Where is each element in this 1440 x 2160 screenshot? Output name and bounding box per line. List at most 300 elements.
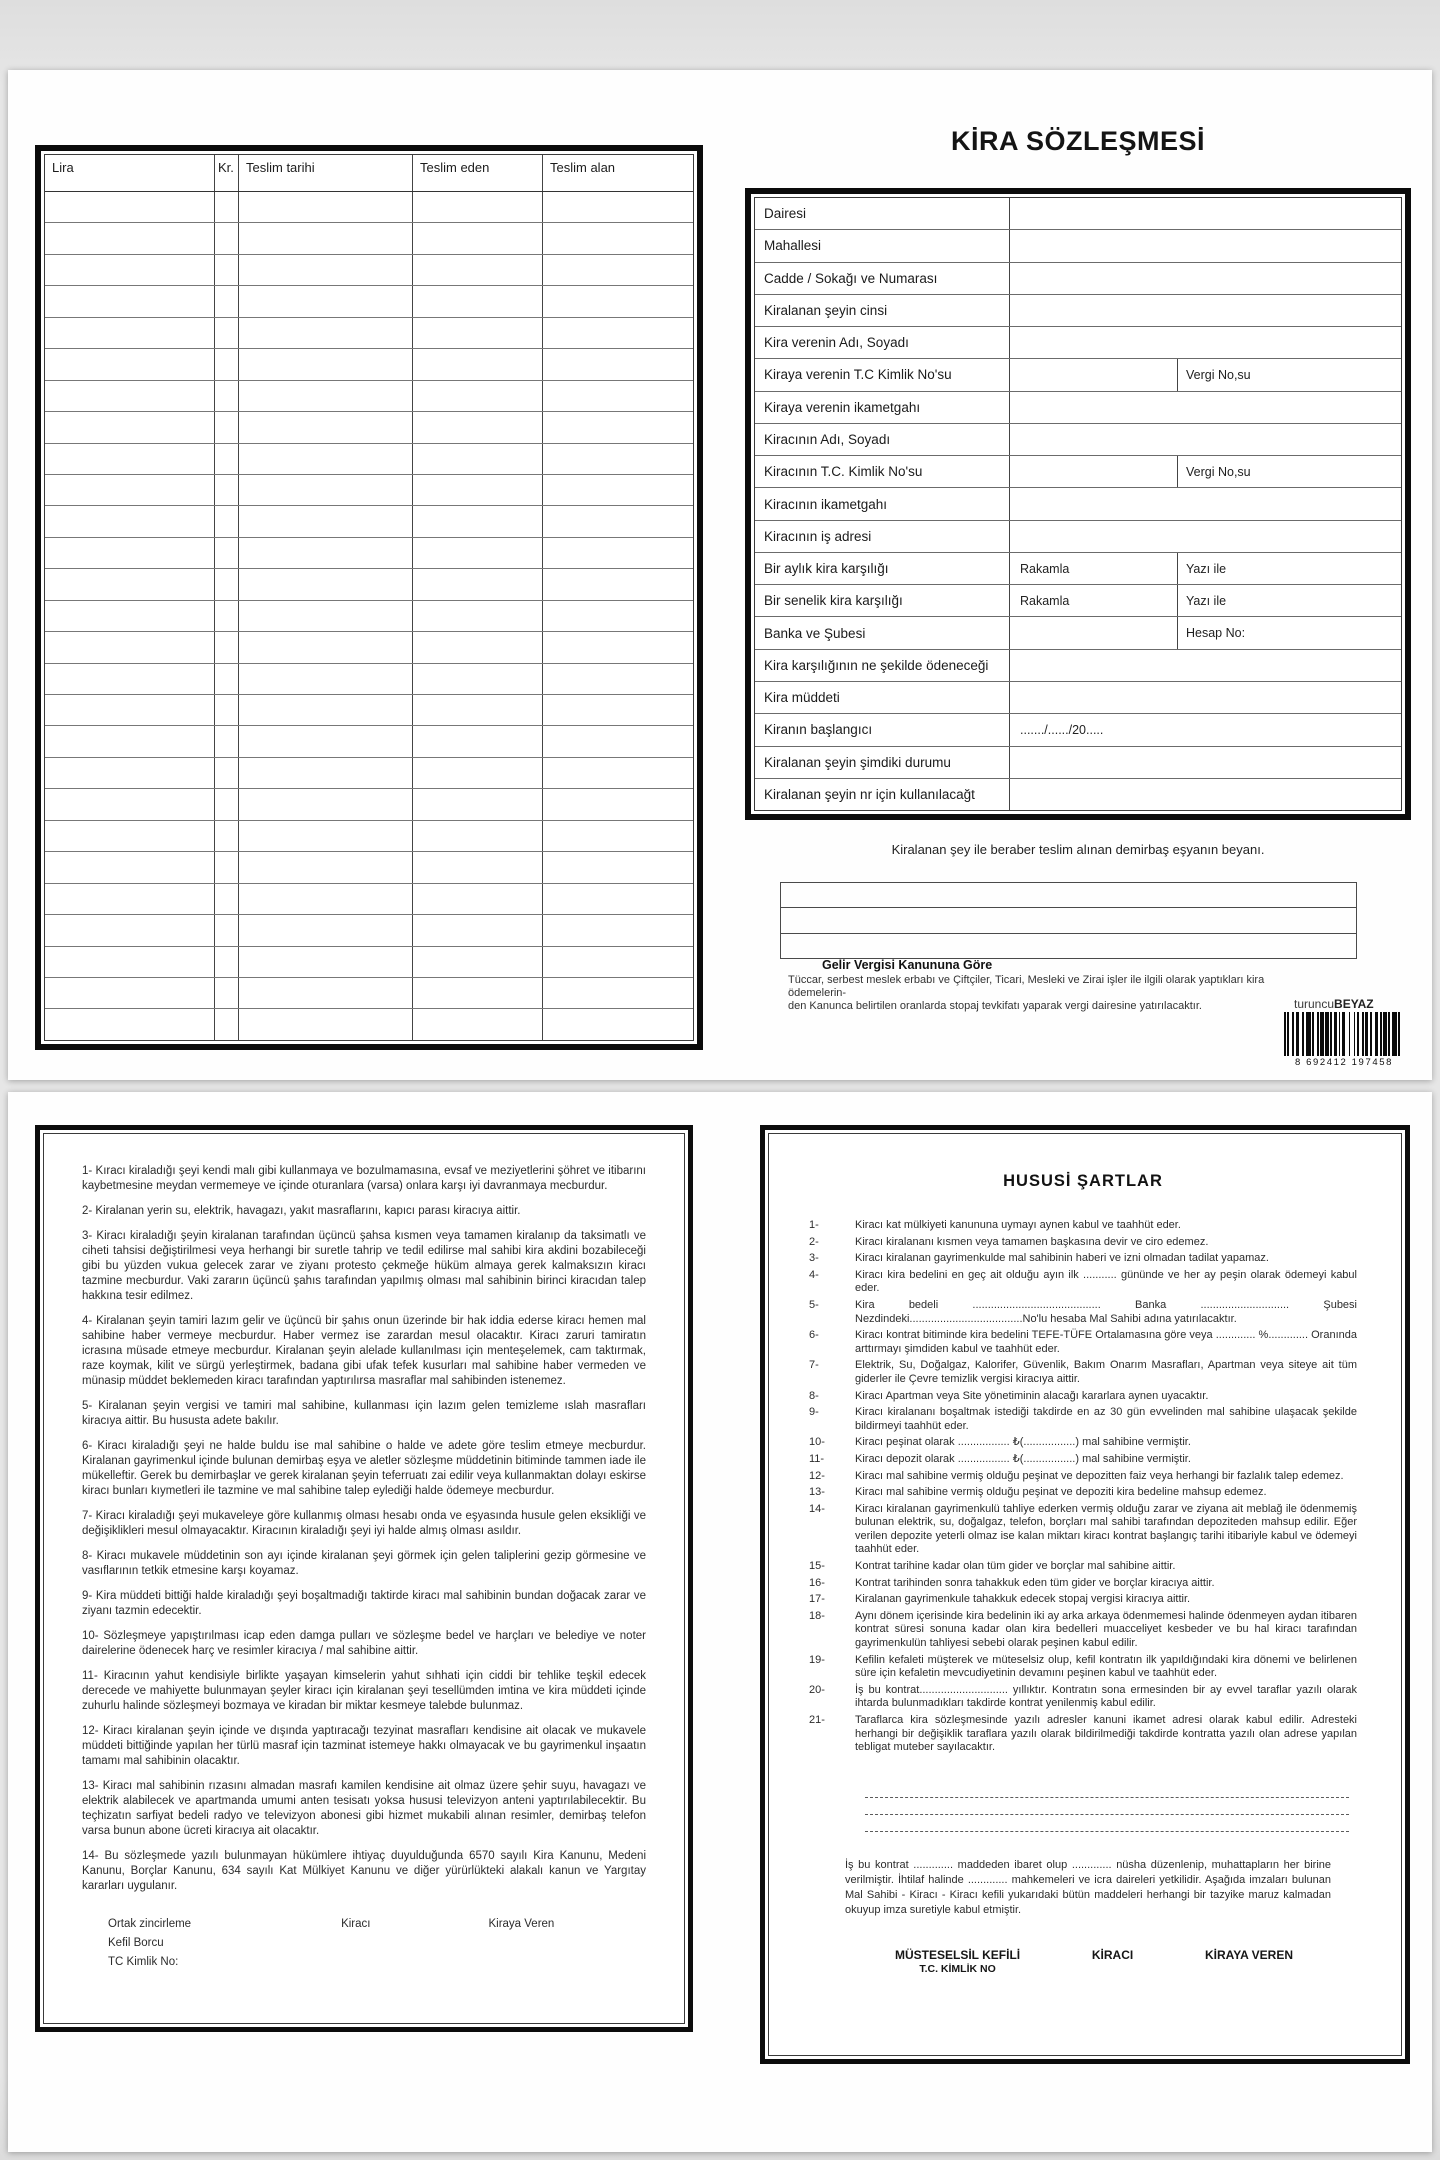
ledger-empty-row — [45, 255, 693, 286]
ledger-cell — [239, 821, 413, 851]
ledger-cell — [215, 538, 239, 568]
ledger-cell — [413, 978, 543, 1008]
back-signature-row — [809, 1948, 1357, 1975]
special-term-item — [809, 1486, 1357, 1500]
ledger-cell — [543, 884, 693, 914]
form-row — [755, 295, 1401, 327]
form-row — [755, 424, 1401, 456]
landlord-signature-label-back: KİRAYA VEREN — [1204, 1947, 1293, 1962]
special-term-text: Kira bedeli .......................................... Banka ............................. Şubesi Nezdindeki.....................................No'lu hesaba Mal Sahibi adına yatırılacaktır. — [855, 1298, 1357, 1325]
special-term-text: Kontrat tarihine kadar olan tüm gider ve borçlar mal sahibine aittir. — [855, 1560, 1176, 1573]
barcode — [1284, 1012, 1404, 1068]
ledger-cell — [543, 223, 693, 253]
special-term-item — [809, 1593, 1357, 1607]
special-term-item — [809, 1453, 1357, 1467]
contract-form-table — [745, 188, 1411, 820]
ledger-cell — [413, 915, 543, 945]
contract-front-page — [8, 70, 1432, 1080]
ledger-cell — [45, 664, 215, 694]
ledger-cell — [543, 318, 693, 348]
special-term-number: 12- — [809, 1469, 825, 1482]
ledger-cell — [45, 947, 215, 977]
special-term-item — [809, 1684, 1357, 1711]
ledger-empty-row — [45, 223, 693, 254]
ledger-empty-row — [45, 884, 693, 915]
form-row — [755, 617, 1401, 649]
ledger-cell — [413, 381, 543, 411]
tax-note-title: Gelir Vergisi Kanununa Göre — [822, 958, 993, 972]
ledger-cell — [413, 475, 543, 505]
ledger-cell — [239, 506, 413, 536]
ledger-cell — [543, 632, 693, 662]
inventory-blank-line — [781, 883, 1356, 908]
ledger-cell — [413, 192, 543, 222]
ledger-cell — [45, 884, 215, 914]
general-term-clause: 11- Kiracının yahut kendisiyle birlikte yaşayan kimselerin yahut sıhhati için ciddi bir tehlike teşkil edecek derecede ve mahiyette bulunmayan şeyler kiracı için kiralanan şeyi tesellümden imtina ve kira müddeti içinde zuhurlu halinde sözleşmeyi bozmaya ve kiradan bir miktar kesmeye talebde bulunmaz. — [82, 1670, 646, 1712]
ledger-cell — [239, 569, 413, 599]
ledger-cell — [215, 726, 239, 756]
ledger-empty-row — [45, 947, 693, 978]
ledger-empty-row — [45, 569, 693, 600]
form-row-label: Dairesi — [755, 198, 1010, 229]
ledger-empty-row — [45, 632, 693, 663]
general-term-clause: 1- Kıracı kiraladığı şeyi kendi malı gibi kullanmaya ve bozulmamasına, evsaf ve meziyetlerini şöhret ve itibarını kaybetmesine meydan vermemeye ve içinde oturanlara (varsa) onlara karşı iyi davranmaya mecburdur. — [82, 1165, 646, 1192]
ledger-cell — [45, 192, 215, 222]
ledger-cell — [45, 349, 215, 379]
ledger-cell — [239, 695, 413, 725]
ledger-cell — [543, 192, 693, 222]
form-row-value — [1010, 456, 1177, 487]
form-row — [755, 327, 1401, 359]
ledger-empty-row — [45, 915, 693, 946]
special-term-item — [809, 1654, 1357, 1681]
barcode-digits: 8 692412 197458 — [1295, 1057, 1393, 1068]
form-row-label: Kiracının iş adresi — [755, 521, 1010, 552]
form-row-label: Kira karşılığının ne şekilde ödeneceği — [755, 650, 1010, 681]
special-term-item — [809, 1577, 1357, 1591]
ledger-cell — [413, 884, 543, 914]
ledger-cell — [45, 381, 215, 411]
form-row-label: Kiranın başlangıcı — [755, 714, 1010, 745]
ledger-header-row — [45, 155, 693, 192]
brand-logo — [1294, 997, 1374, 1011]
ledger-empty-row — [45, 506, 693, 537]
ledger-empty-row — [45, 695, 693, 726]
guarantor-signature-block — [895, 1948, 1020, 1975]
general-term-clause: 2- Kiralanan yerin su, elektrik, havagazı, yakıt masraflarını, kapıcı parası kiracıya aittir. — [82, 1205, 521, 1217]
form-row — [755, 198, 1401, 230]
tenant-signature-label-back: KİRACI — [1091, 1947, 1134, 1962]
general-term-clause: 7- Kiracı kiraladığı şeyi mukaveleye göre kullanmış olması hesabı onda ve eşyasında husule gelen eksikliği ve değişiklikleri mesul olmayacaktır. Kiracının kiraladığı şeyi iyi halde almış olması asıldır. — [82, 1510, 646, 1537]
ledger-cell — [543, 349, 693, 379]
form-row — [755, 747, 1401, 779]
ledger-cell — [413, 538, 543, 568]
ledger-cell — [413, 947, 543, 977]
form-row-value — [1010, 230, 1401, 261]
ledger-cell — [45, 695, 215, 725]
special-term-item — [809, 1329, 1357, 1356]
ledger-cell — [239, 475, 413, 505]
barcode-bar — [1400, 1012, 1402, 1056]
special-term-text: Kiracı kira bedelini en geç ait olduğu ayın ilk ........... gününde ve her ay peşin olarak ödemeyi kabul eder. — [855, 1268, 1357, 1295]
special-term-number: 7- — [809, 1359, 819, 1372]
form-row-sublabel: Vergi No,su — [1177, 456, 1401, 487]
form-row-value — [1010, 747, 1401, 778]
ledger-column-header: Teslim alan — [550, 160, 616, 175]
ledger-empty-row — [45, 318, 693, 349]
form-row-value — [1010, 359, 1177, 390]
general-terms-list — [82, 1164, 646, 1894]
ledger-cell — [239, 192, 413, 222]
special-term-item — [809, 1610, 1357, 1651]
ledger-cell — [45, 506, 215, 536]
special-term-number: 14- — [809, 1502, 825, 1515]
ledger-cell — [239, 789, 413, 819]
ledger-cell — [413, 255, 543, 285]
contract-form-rows — [754, 197, 1402, 811]
ledger-empty-row — [45, 1009, 693, 1039]
ledger-cell — [543, 852, 693, 882]
ledger-cell — [215, 349, 239, 379]
special-term-text: Kiracı kat mülkiyeti kanununa uymayı aynen kabul ve taahhüt eder. — [855, 1219, 1181, 1231]
ledger-empty-row — [45, 349, 693, 380]
special-term-item — [809, 1470, 1357, 1484]
ledger-cell — [239, 349, 413, 379]
special-term-number: 1- — [809, 1219, 819, 1231]
ledger-cell — [239, 726, 413, 756]
ledger-table-body — [45, 192, 693, 1040]
form-row-value — [1010, 263, 1401, 294]
form-row — [755, 553, 1401, 585]
general-term-clause: 13- Kiracı mal sahibinin rızasını almadan masrafı kamilen kendisine ait olmaz üzere şehir suyu, havagazı ve elektrik alabilecek ve apartmanda umumi anten tesisatı yoksa hususi televizyon anteni yaptırılabilecektir. Bu teçhizatın sarfiyat bedeli radyo ve televizyon abonesi gibi hizmet mukabili alınan resimler, demirbaş telefon varsa bunun abone ücreti kiracıya ait olacaktır. — [82, 1780, 646, 1837]
special-term-number: 20- — [809, 1683, 825, 1696]
form-row-label: Bir aylık kira karşılığı — [755, 553, 1010, 584]
ledger-cell — [239, 286, 413, 316]
brand-prefix: turuncu — [1294, 997, 1335, 1011]
ledger-column-header: Teslim eden — [413, 155, 543, 191]
delivery-ledger-table — [35, 145, 703, 1050]
ledger-cell — [215, 569, 239, 599]
ledger-cell — [543, 569, 693, 599]
special-term-item — [809, 1219, 1357, 1233]
ledger-cell — [45, 1009, 215, 1039]
ledger-cell — [543, 538, 693, 568]
form-row — [755, 359, 1401, 391]
ledger-cell — [215, 318, 239, 348]
ledger-cell — [413, 632, 543, 662]
ledger-cell — [45, 632, 215, 662]
ledger-cell — [413, 758, 543, 788]
form-row-value: ......./....../20..... — [1020, 722, 1104, 737]
special-term-text: Kiralanan gayrimenkule tahakkuk edecek stopaj vergisi kiracıya aittir. — [855, 1593, 1191, 1606]
special-term-number: 4- — [809, 1268, 819, 1281]
fill-in-line — [865, 1798, 1349, 1815]
tenant-signature-label: Kiracı — [341, 1918, 371, 1930]
ledger-cell — [239, 947, 413, 977]
ledger-cell — [239, 381, 413, 411]
page-title: KİRA SÖZLEŞMESİ — [950, 126, 1206, 156]
special-term-number: 10- — [809, 1436, 825, 1449]
form-row — [755, 682, 1401, 714]
ledger-cell — [215, 412, 239, 442]
front-signature-row — [82, 1918, 646, 1975]
ledger-cell — [45, 789, 215, 819]
ledger-empty-row — [45, 978, 693, 1009]
form-row-value — [1010, 327, 1401, 358]
special-term-text: Kiracı depozit olarak ................. ₺(.................) mal sahibine vermiştir. — [855, 1452, 1191, 1465]
tax-note-line: den Kanunca belirtilen oranlarda stopaj tevkifatı yaparak vergi dairesine yatırılacaktır. — [788, 1000, 1202, 1012]
ledger-cell — [543, 758, 693, 788]
special-terms-page — [760, 1125, 1410, 2064]
form-row-value — [1010, 424, 1401, 455]
form-row-label: Kira verenin Adı, Soyadı — [755, 327, 1010, 358]
ledger-cell — [543, 821, 693, 851]
special-term-number: 6- — [809, 1329, 819, 1342]
form-row-value: Rakamla — [1020, 561, 1070, 576]
ledger-cell — [215, 223, 239, 253]
ledger-cell — [413, 789, 543, 819]
form-row-label: Kiralanan şeyin nr için kullanılacağt — [755, 779, 1010, 810]
ledger-cell — [215, 695, 239, 725]
special-term-number: 17- — [809, 1593, 825, 1606]
special-term-item — [809, 1390, 1357, 1404]
ledger-cell — [215, 758, 239, 788]
ledger-cell — [543, 601, 693, 631]
ledger-cell — [239, 915, 413, 945]
ledger-cell — [215, 601, 239, 631]
special-term-text: Kiracı kontrat bitiminde kira bedelini TEFE-TÜFE Ortalamasına göre veya ............. %............. Oranında arttırmayı şimdiden kabul ve taahhüt eder. — [855, 1329, 1357, 1355]
form-row-sublabel: Yazı ile — [1177, 585, 1401, 616]
form-row — [755, 585, 1401, 617]
brand-suffix: BEYAZ — [1334, 997, 1374, 1011]
ledger-cell — [239, 884, 413, 914]
contract-back-page — [8, 1092, 1432, 2152]
form-row-label: Kiraya verenin ikametgahı — [755, 392, 1010, 423]
ledger-cell — [413, 223, 543, 253]
ledger-cell — [239, 255, 413, 285]
ledger-cell — [413, 726, 543, 756]
form-row — [755, 779, 1401, 810]
inventory-box — [780, 882, 1357, 959]
form-row-sublabel: Yazı ile — [1177, 553, 1401, 584]
special-terms-title: HUSUSİ ŞARTLAR — [1003, 1172, 1163, 1190]
special-term-text: Kiracı kiralananı boşaltmak istediği takdirde en az 30 gün evvelinden mal sahibine ulaşacak şekilde bildirmeyi taahhüt eder. — [855, 1406, 1357, 1432]
ledger-cell — [45, 444, 215, 474]
ledger-cell — [215, 381, 239, 411]
special-term-text: Kiracı mal sahibine vermiş olduğu peşinat ve depoziti kira bedeline mahsup edemez. — [855, 1486, 1267, 1499]
ledger-cell — [45, 412, 215, 442]
ledger-table-inner — [44, 154, 694, 1041]
ledger-cell — [45, 538, 215, 568]
special-term-item — [809, 1269, 1357, 1296]
special-term-number: 9- — [809, 1406, 819, 1419]
special-term-item — [809, 1359, 1357, 1386]
special-term-number: 3- — [809, 1252, 819, 1265]
ledger-cell — [215, 852, 239, 882]
special-term-text: Aynı dönem içerisinde kira bedelinin iki ay arka arkaya ödenmemesi halinde ödenmeyen aydan itibaren kontrat süresi sonuna kadar olan kira bedelleri muacceliyet kesbeder ve bu hal kiracı tarafından gayrimenkulün tahliyesi sebebi olarak peşinen kabul edilir. — [855, 1609, 1357, 1650]
ledger-cell — [543, 1009, 693, 1039]
ledger-cell — [239, 1009, 413, 1039]
ledger-cell — [413, 569, 543, 599]
special-term-text: Kiracı Apartman veya Site yönetiminin alacağı kararlara aynen uyacaktır. — [855, 1389, 1209, 1402]
ledger-cell — [215, 444, 239, 474]
ledger-cell — [215, 664, 239, 694]
ledger-cell — [45, 726, 215, 756]
special-term-item — [809, 1252, 1357, 1266]
general-term-clause: 9- Kira müddeti bittiği halde kiraladığı şeyi boşaltmadığı taktirde kiracı mal sahibinin bundan doğacak zarar ve ziyanı tazmin edecektir. — [82, 1590, 646, 1617]
special-term-text: Kiracı kiralanan gayrimenkulde mal sahibinin haberi ve izni olmadan tadilat yapamaz. — [855, 1252, 1269, 1265]
ledger-cell — [239, 632, 413, 662]
special-term-text: Kefilin kefaleti müşterek ve müteselsiz olup, kefil kontratın ilk yapıldığındaki kira dönemi ve belirlenen süre için kefaletin mevcudiyetinin devamını peşinen kabul ve taahhüt eder. — [855, 1653, 1357, 1680]
form-row — [755, 521, 1401, 553]
form-row-value — [1010, 650, 1401, 681]
form-row-value — [1010, 198, 1401, 229]
ledger-empty-row — [45, 726, 693, 757]
ledger-cell — [215, 915, 239, 945]
form-row-value — [1010, 682, 1401, 713]
inventory-blank-line — [781, 934, 1356, 958]
ledger-empty-row — [45, 381, 693, 412]
special-term-number: 8- — [809, 1389, 819, 1402]
form-row-label: Banka ve Şubesi — [755, 617, 1010, 648]
form-row-label: Cadde / Sokağı ve Numarası — [755, 263, 1010, 294]
ledger-cell — [543, 286, 693, 316]
special-terms-list — [809, 1219, 1357, 1755]
form-row — [755, 456, 1401, 488]
general-term-clause: 5- Kiralanan şeyin vergisi ve tamiri mal sahibine, kullanması için lazım gelen temizleme ıslah masrafları kiracıya aittir. Bu hususta adete bakılır. — [82, 1400, 646, 1427]
guarantor-signature-label: MÜSTESELSİL KEFİLİ — [895, 1947, 1021, 1962]
ledger-cell — [215, 821, 239, 851]
ledger-cell — [239, 601, 413, 631]
ledger-cell — [413, 601, 543, 631]
ledger-cell — [543, 412, 693, 442]
ledger-cell — [215, 506, 239, 536]
ledger-cell — [45, 569, 215, 599]
special-term-number: 18- — [809, 1609, 825, 1622]
ledger-cell — [45, 475, 215, 505]
form-row-label: Kira müddeti — [755, 682, 1010, 713]
guarantor-id-label: T.C. KİMLİK NO — [919, 1962, 996, 1975]
ledger-cell — [239, 664, 413, 694]
barcode-bars — [1284, 1012, 1404, 1056]
landlord-signature-label: Kiraya Veren — [488, 1918, 555, 1930]
general-term-clause: 10- Sözleşmeye yapıştırılması icap eden damga pulları ve sözleşme bedel ve harçları ve belediye ve noter dairelerine ödenecek harç ve resimler kiracıya / mal sahibine aittir. — [82, 1630, 646, 1657]
ledger-column-header: Kr. — [215, 155, 239, 191]
special-term-text: Kontrat tarihinden sonra tahakkuk eden tüm gider ve borçlar kiracıya aittir. — [855, 1576, 1215, 1589]
ledger-cell — [45, 601, 215, 631]
ledger-cell — [543, 978, 693, 1008]
general-term-clause: 12- Kiracı kiralanan şeyin içinde ve dışında yaptıracağı tezyinat masrafları kendisine ait olacak ve mukavele müddeti bittiğinde yapılan her türlü masraf için tazminat istemeye hakkı olmayacak ve bu gayrimenkul inşaatın tamamı mal sahibinin olacaktır. — [82, 1725, 646, 1767]
ledger-cell — [215, 286, 239, 316]
special-term-item — [809, 1236, 1357, 1250]
ledger-cell — [215, 255, 239, 285]
special-term-item — [809, 1714, 1357, 1755]
special-term-number: 19- — [809, 1653, 825, 1666]
special-term-text: Elektrik, Su, Doğalgaz, Kalorifer, Güvenlik, Bakım Onarım Masrafları, Apartman veya siteye ait tüm giderler ile Çevre temizlik vergisi kiracıya aittir. — [855, 1359, 1357, 1385]
ledger-cell — [215, 884, 239, 914]
ledger-column-header: Teslim tarihi — [239, 155, 413, 191]
ledger-cell — [45, 821, 215, 851]
ledger-cell — [543, 695, 693, 725]
general-term-clause: 4- Kiralanan şeyin tamiri lazım gelir ve üçüncü bir şahıs onun üzerinde bir hak iddia ederse kiracı hemen mal sahibine haber vermeye mecburdur. Haber vermez ise zarardan mesul olacaktır. Kiracı zaruri tamiratın icrasına müsade etmeye mecburdur. Kiralanan şeyin alelade kullanılması için menteşelemek, cam taktırmak, raze koymak, kilit ve sürgü yerleştirmek, badana gibi ufak tefek kusurları mal sahibine haber vermeden ve münasip müddet beklemeden kiracı tarafından yaptırılırsa masraflar mal sahibinden istenemez. — [82, 1315, 646, 1387]
inventory-blank-line — [781, 908, 1356, 933]
ledger-cell — [413, 1009, 543, 1039]
fill-in-lines — [865, 1781, 1349, 1832]
form-row-value: Rakamla — [1020, 593, 1070, 608]
form-row — [755, 230, 1401, 262]
special-term-text: Kiracı peşinat olarak ................. ₺(.................) mal sahibine vermiştir. — [855, 1436, 1191, 1449]
form-row-label: Kiralanan şeyin şimdiki durumu — [755, 747, 1010, 778]
special-term-number: 2- — [809, 1235, 819, 1248]
ledger-cell — [413, 444, 543, 474]
ledger-cell — [45, 852, 215, 882]
ledger-cell — [45, 318, 215, 348]
form-row — [755, 714, 1401, 746]
special-term-number: 13- — [809, 1486, 825, 1499]
ledger-cell — [215, 475, 239, 505]
fill-in-line — [865, 1781, 1349, 1798]
ledger-cell — [215, 789, 239, 819]
ledger-cell — [239, 223, 413, 253]
special-term-number: 5- — [809, 1298, 819, 1311]
ledger-cell — [413, 412, 543, 442]
special-terms-inner — [768, 1133, 1402, 2056]
fill-in-line — [865, 1815, 1349, 1832]
ledger-empty-row — [45, 758, 693, 789]
ledger-cell — [413, 349, 543, 379]
ledger-column-header: Lira — [45, 155, 215, 191]
general-terms-page — [35, 1125, 693, 2032]
form-row-value — [1010, 392, 1401, 423]
special-term-text: Kiracı kiralananı kısmen veya tamamen başkasına devir ve ciro edemez. — [855, 1235, 1209, 1248]
ledger-empty-row — [45, 412, 693, 443]
ledger-cell — [543, 506, 693, 536]
ledger-cell — [45, 255, 215, 285]
ledger-cell — [45, 758, 215, 788]
ledger-cell — [543, 255, 693, 285]
ledger-cell — [543, 381, 693, 411]
ledger-cell — [45, 915, 215, 945]
special-term-number: 16- — [809, 1576, 825, 1589]
special-term-item — [809, 1503, 1357, 1557]
form-row-label: Mahallesi — [755, 230, 1010, 261]
joint-surety-block — [108, 1918, 191, 1975]
inventory-caption: Kiralanan şey ile beraber teslim alınan demirbaş eşyanın beyanı. — [891, 842, 1265, 857]
form-row-value — [1010, 295, 1401, 326]
special-term-text: İş bu kontrat............................. yıllıktır. Kontratın sona ermesinden bir ay evvel taraflar yazılı olarak ihtarda bulunmadıkları takdirde kontrat yenilenmiş kabul edilir. — [855, 1683, 1357, 1710]
ledger-cell — [239, 412, 413, 442]
ledger-empty-row — [45, 192, 693, 223]
ledger-cell — [413, 506, 543, 536]
general-terms-inner — [43, 1133, 685, 2024]
form-row-label: Kiracının Adı, Soyadı — [755, 424, 1010, 455]
ledger-empty-row — [45, 538, 693, 569]
ledger-cell — [239, 444, 413, 474]
ledger-cell — [215, 978, 239, 1008]
form-row-label: Kiraya verenin T.C Kimlik No'su — [755, 359, 1010, 390]
special-term-number: 11- — [809, 1452, 825, 1465]
general-term-clause: 6- Kiracı kiraladığı şeyi ne halde buldu ise mal sahibine o halde ve adete göre teslim etmeye mecburdur. Kiralanan gayrimenkul içinde bulunan demirbaş eşya ve aletler sözleşme müddetinin bitiminde tammen iade ile mükelleftir. Gerek bu demirbaşlar ve gerek kiralanan şeyin teferruatı zai edilir veya kullanmaktan dolayı eskirse kiracı bunları kıymetleri ile tazmine ve mal sahibine talep eylediği halde ödemeye mecburdur. — [82, 1440, 646, 1497]
ledger-cell — [413, 852, 543, 882]
form-row — [755, 392, 1401, 424]
form-row-value — [1010, 521, 1401, 552]
ledger-cell — [543, 475, 693, 505]
ledger-cell — [239, 758, 413, 788]
ledger-empty-row — [45, 444, 693, 475]
ledger-cell — [215, 1009, 239, 1039]
ledger-cell — [239, 852, 413, 882]
ledger-empty-row — [45, 475, 693, 506]
